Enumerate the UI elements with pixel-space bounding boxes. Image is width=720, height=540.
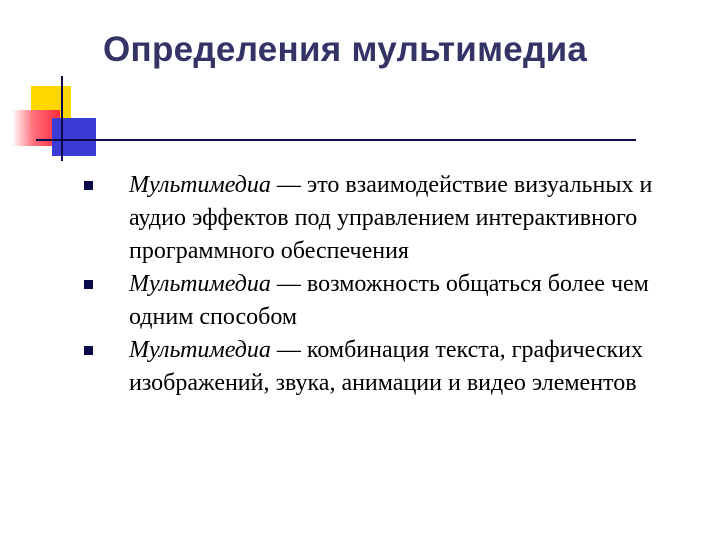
term: Мультимедиа — [129, 271, 271, 297]
decorative-blue-square — [52, 118, 96, 156]
decorative-vertical-line — [61, 76, 63, 161]
title-underline — [36, 139, 636, 141]
square-bullet-icon — [84, 346, 93, 355]
definition: — комбинация текста, графических изображений, звука, анимации и видео элементов — [129, 337, 644, 396]
slide-title: Определения мультимедиа — [103, 30, 588, 69]
square-bullet-icon — [84, 280, 93, 289]
list-item — [84, 169, 689, 268]
list-item — [84, 334, 689, 400]
definition: — возможность общаться более чем одним способом — [129, 271, 649, 330]
term: Мультимедиа — [129, 337, 271, 363]
definitions-list — [84, 169, 689, 400]
list-item — [84, 268, 689, 334]
definition: — это взаимодействие визуальных и аудио эффектов под управлением интерактивного программного обеспечения — [129, 172, 653, 264]
term: Мультимедиа — [129, 172, 271, 198]
square-bullet-icon — [84, 181, 93, 190]
